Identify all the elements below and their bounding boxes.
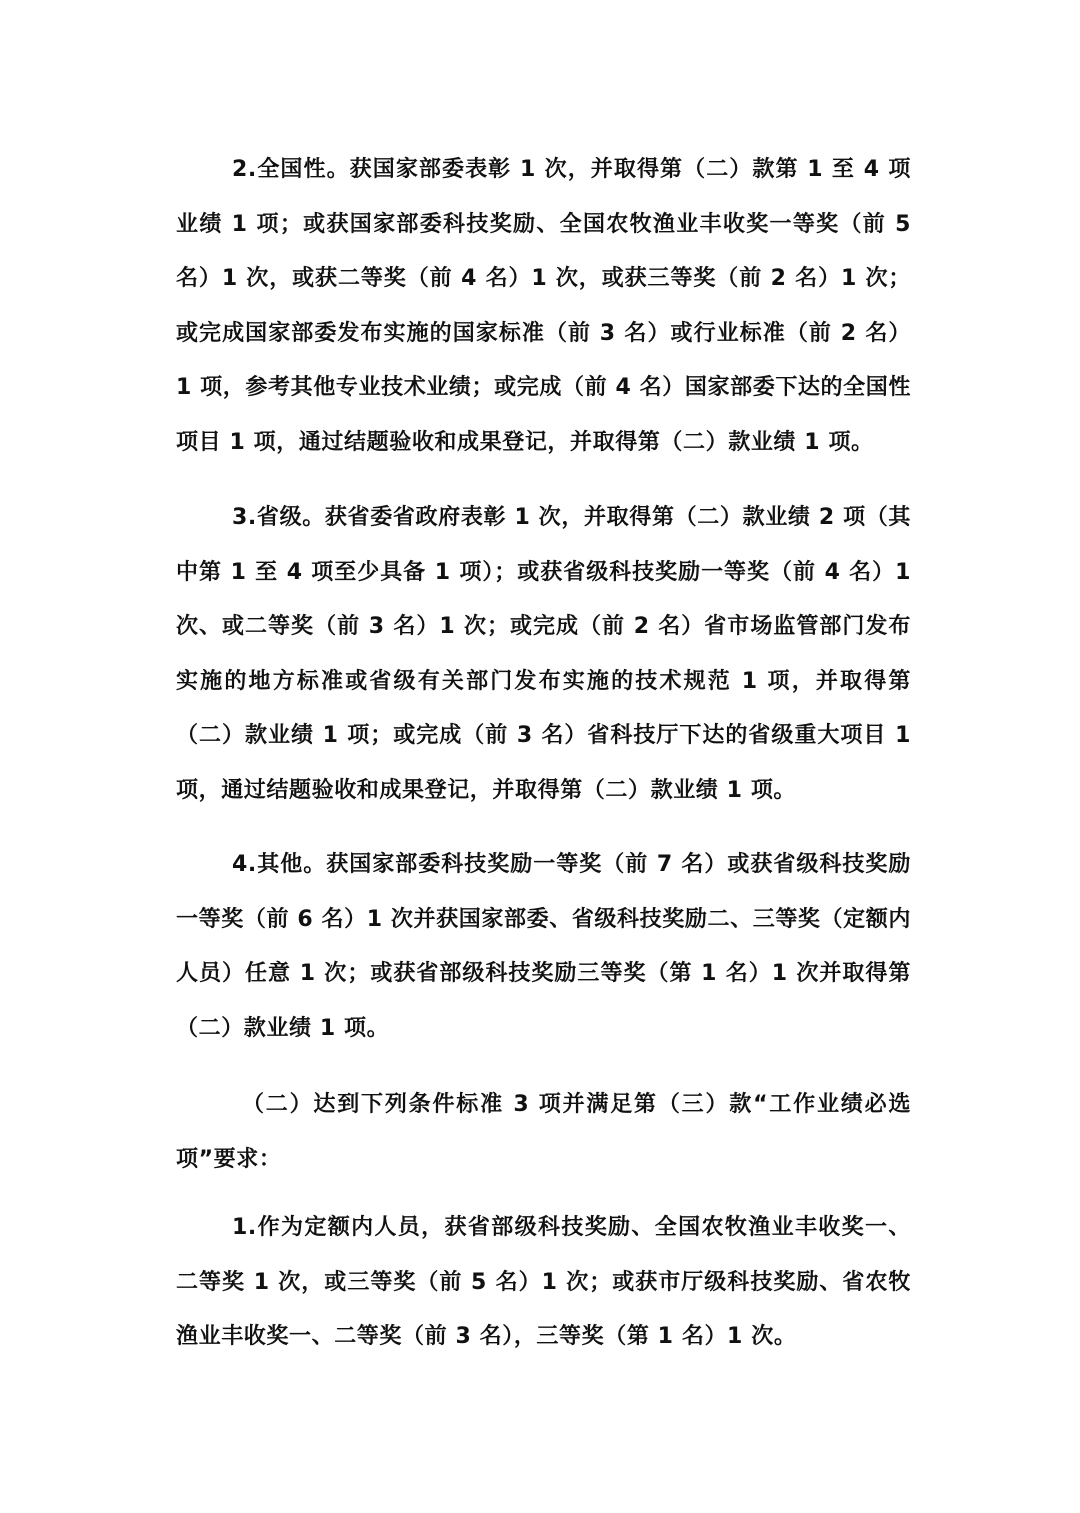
paragraph-other: 4.其他。获国家部委科技奖励一等奖（前 7 名）或获省级科技奖励一等奖（前 6 名）1 次并获国家部委、省级科技奖励二、三等奖（定额内人员）任意 1 次；或获省部级科技奖励三等奖（第 1 名）1 次并取得第（二）款业绩 1 项。 [176, 852, 911, 1041]
paragraph-item-one: 1.作为定额内人员，获省部级科技奖励、全国农牧渔业丰收奖一、二等奖 1 次，或三等奖（前 5 名）1 次；或获市厅级科技奖励、省农牧渔业丰收奖一、二等奖（前 3 名），三等奖（第 1 名）1 次。 [176, 1215, 911, 1349]
paragraph-section-two-heading: （二）达到下列条件标准 3 项并满足第（三）款“工作业绩必选项”要求： [176, 1092, 911, 1172]
paragraph-national-level: 2.全国性。获国家部委表彰 1 次，并取得第（二）款第 1 至 4 项业绩 1 项；或获国家部委科技奖励、全国农牧渔业丰收奖一等奖（前 5 名）1 次，或获二等奖（前 4 名）1 次，或获三等奖（前 2 名）1 次；或完成国家部委发布实施的国家标准（前 3 名）或行业标准（前 2 名）1 项，参考其他专业技术业绩；或完成（前 4 名）国家部委下达的全国性项目 1 项，通过结题验收和成果登记，并取得第（二）款业绩 1 项。 [176, 157, 911, 455]
paragraph-provincial-level: 3.省级。获省委省政府表彰 1 次，并取得第（二）款业绩 2 项（其中第 1 至 4 项至少具备 1 项）；或获省级科技奖励一等奖（前 4 名）1 次、或二等奖（前 3 名）1 次；或完成（前 2 名）省市场监管部门发布实施的地方标准或省级有关部门发布实施的技术规范 1 项，并取得第（二）款业绩 1 项；或完成（前 3 名）省科技厅下达的省级重大项目 1 项，通过结题验收和成果登记，并取得第（二）款业绩 1 项。 [176, 505, 911, 803]
